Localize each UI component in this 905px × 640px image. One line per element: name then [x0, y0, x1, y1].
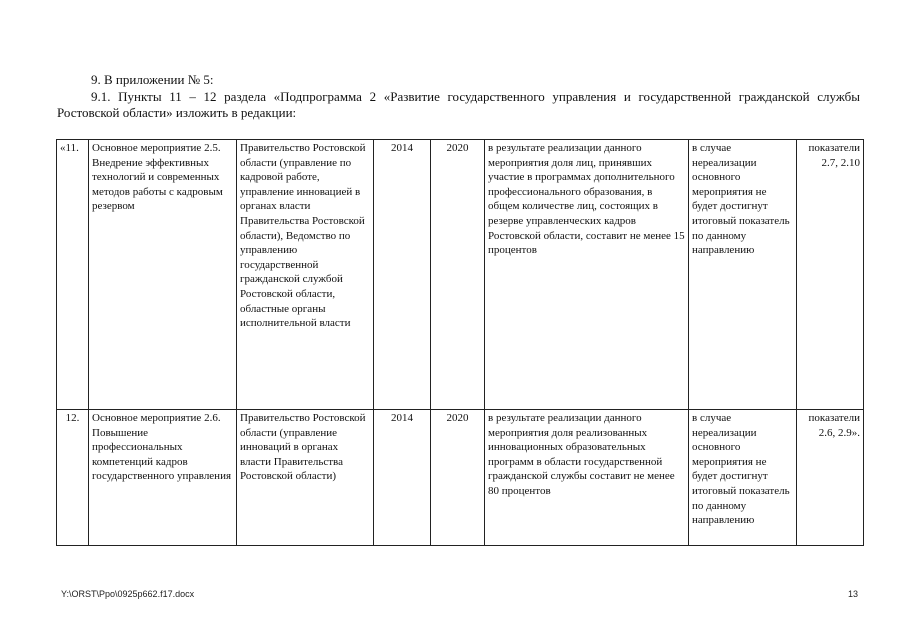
row-number-cell: 12.: [57, 410, 89, 546]
paragraph-9-1: 9.1. Пункты 11 – 12 раздела «Подпрограмма 2 «Развитие государственного управления и государственной гражданской службы Ростовской области» изложить в редакции:: [57, 89, 860, 120]
executor-cell: Правительство Ростовской области (управление инноваций в органах власти Правительства Ростовской области): [237, 410, 374, 546]
result-cell: в результате реализации данного мероприятия доля реализованных инновационных образовательных программ в области государственной гражданской службы составит не менее 80 процентов: [485, 410, 689, 546]
start-year-cell: 2014: [374, 410, 431, 546]
page-number: 13: [848, 589, 859, 599]
end-year-cell: 2020: [431, 410, 485, 546]
result-cell: в результате реализации данного мероприятия доля лиц, принявших участие в программах дополнительного профессионального образования, в общем количестве лиц, состоящих в резерве управленческих кадров Ростовской области, составит не менее 15 процентов: [485, 140, 689, 410]
start-year-cell: 2014: [374, 140, 431, 410]
measure-cell: Основное мероприятие 2.5. Внедрение эффективных технологий и современных методов работы с кадровым резервом: [89, 140, 237, 410]
footer-file-path: Y:\ORST\Ppo\0925p662.f17.docx: [61, 589, 195, 599]
executor-cell: Правительство Ростовской области (управление по кадровой работе, управление инновацией в органах власти Правительства Ростовской области), Ведомство по управлению государственной гражданской службой Ростовской области, областные органы исполнительной власти: [237, 140, 374, 410]
consequence-cell: в случае нереализации основного мероприятия не будет достигнут итоговый показатель по данному направлению: [689, 140, 797, 410]
table-row: [57, 140, 864, 410]
measure-cell: Основное мероприятие 2.6. Повышение профессиональных компетенций кадров государственного управления: [89, 410, 237, 546]
paragraph-9: 9. В приложении № 5:: [91, 72, 214, 87]
consequence-cell: в случае нереализации основного мероприятия не будет достигнут итоговый показатель по данному направлению: [689, 410, 797, 546]
measures-table: [56, 139, 864, 546]
indicators-cell: показатели 2.7, 2.10: [797, 140, 864, 410]
end-year-cell: 2020: [431, 140, 485, 410]
table-row: [57, 410, 864, 546]
indicators-cell: показатели 2.6, 2.9».: [797, 410, 864, 546]
row-number-cell: «11.: [57, 140, 89, 410]
